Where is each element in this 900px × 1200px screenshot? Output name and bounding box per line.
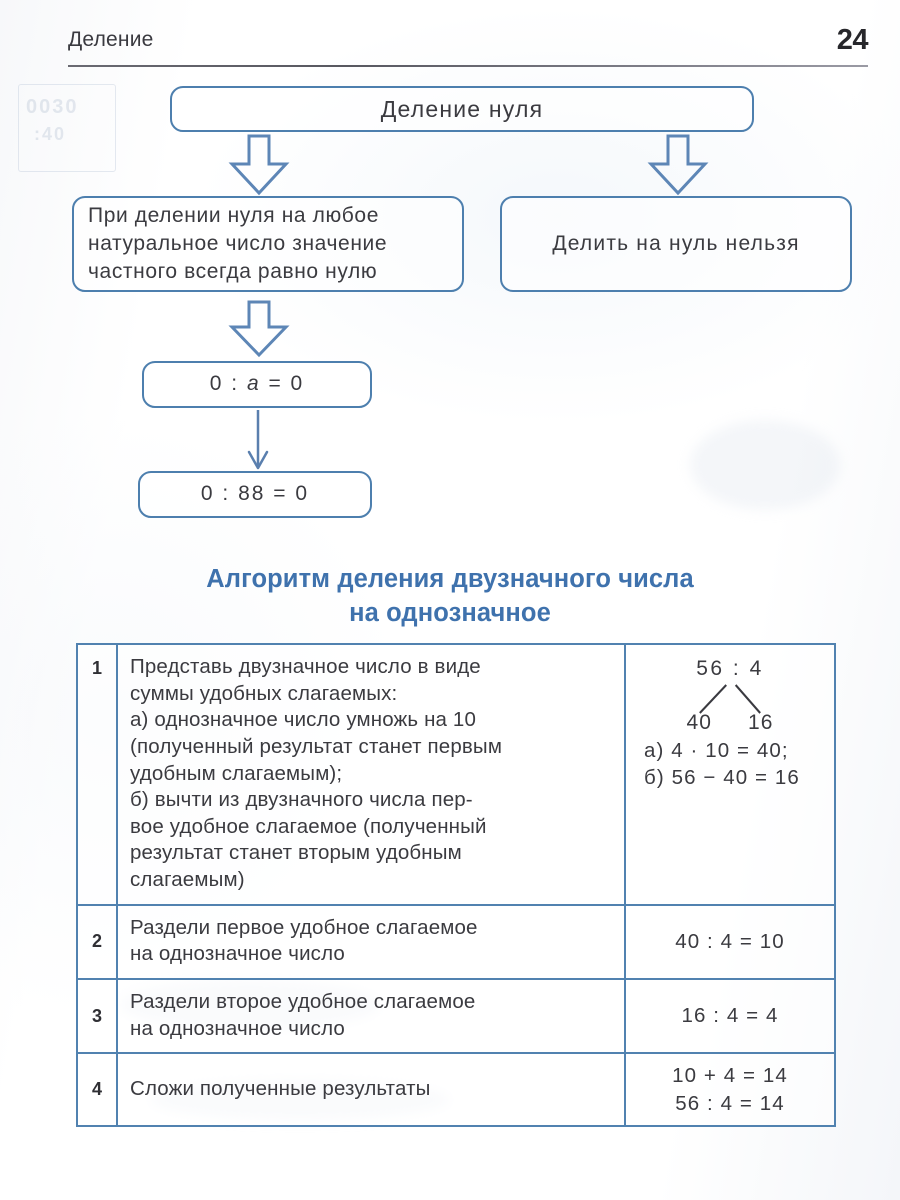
- scan-bleed-artifact: 0030: [26, 96, 79, 118]
- row-calculation: [626, 906, 834, 978]
- row-number: 1: [78, 645, 118, 904]
- down-block-arrow-icon: [226, 134, 292, 196]
- table-row: [78, 1054, 834, 1125]
- calc-line: а) 4 · 10 = 40;: [644, 739, 789, 762]
- row-calculation: [626, 1054, 834, 1125]
- zero-division-rule-text: [88, 202, 448, 286]
- section-heading-line: на однозначное: [349, 598, 551, 627]
- desc-line: результат станет вторым удобным: [130, 841, 462, 865]
- calc-line: 10 + 4 = 14: [672, 1064, 788, 1088]
- no-division-by-zero-text: Делить на нуль нельзя: [552, 231, 800, 255]
- row-description: [118, 906, 626, 978]
- tree-leaf-right: 16: [748, 711, 774, 734]
- desc-line: вое удобное слагаемое (полученный: [130, 814, 487, 838]
- row-number: 2: [78, 906, 118, 978]
- tree-leaf-left: 40: [686, 711, 712, 734]
- desc-line: на однозначное число: [130, 942, 345, 966]
- row-calculation: [626, 980, 834, 1052]
- page-header: [68, 24, 868, 72]
- rule-line: натуральное число значение: [88, 231, 388, 255]
- tree-root-label: 56 : 4: [696, 657, 764, 680]
- calc-line: 40 : 4 = 10: [675, 930, 785, 954]
- section-heading-line: Алгоритм деления двузначного числа: [206, 565, 694, 593]
- formula-general-text: [144, 370, 370, 398]
- algorithm-table: [76, 643, 836, 1127]
- formula-suffix: = 0: [260, 372, 305, 396]
- down-block-arrow-icon: [226, 300, 292, 358]
- desc-block: [130, 915, 478, 968]
- page-title: Деление: [68, 28, 154, 51]
- row-description: [118, 645, 626, 904]
- section-heading: [70, 563, 830, 631]
- formula-general-box: [142, 361, 372, 408]
- formula-variable: a: [246, 372, 261, 396]
- decomposition-tree-diagram: [632, 653, 828, 737]
- down-thin-arrow-icon: [240, 410, 276, 470]
- desc-line: а) однозначное число умножь на 10: [130, 708, 477, 732]
- calc-line: б) 56 − 40 = 16: [644, 766, 800, 790]
- desc-line: Представь двузначное число в виде: [130, 655, 481, 678]
- desc-line: на однозначное число: [130, 1016, 345, 1040]
- row-number: 3: [78, 980, 118, 1052]
- row-calculation: [626, 645, 834, 904]
- row-description: [118, 980, 626, 1052]
- formula-prefix: 0 :: [209, 372, 247, 396]
- desc-line: Сложи полученные результаты: [130, 1076, 431, 1100]
- rule-line: частного всегда равно нулю: [88, 260, 378, 284]
- tree-leaf-row: [632, 709, 828, 737]
- flow-title-box: [170, 86, 754, 132]
- calc-line: 16 : 4 = 4: [681, 1004, 779, 1028]
- down-block-arrow-icon: [645, 134, 711, 196]
- desc-line: слагаемым): [130, 868, 245, 892]
- scan-smudge: [690, 420, 840, 510]
- formula-example-text: 0 : 88 = 0: [200, 482, 310, 506]
- desc-block: [130, 989, 475, 1042]
- table-row: [78, 906, 834, 980]
- desc-line: б) вычти из двузначного числа пер-: [130, 788, 473, 812]
- zero-division-rule-box: [72, 196, 464, 292]
- no-division-by-zero-box: [500, 196, 852, 292]
- desc-block: [130, 1076, 431, 1103]
- calc-steps: [632, 737, 828, 792]
- row-description: [118, 1054, 626, 1125]
- page-number: 24: [836, 24, 868, 56]
- desc-line: Раздели второе удобное слагаемое: [130, 990, 476, 1014]
- desc-line: Раздели первое удобное слагаемое: [130, 915, 478, 939]
- formula-example-box: [138, 471, 372, 518]
- row-number: 4: [78, 1054, 118, 1125]
- table-row: [78, 645, 834, 906]
- rule-line: При делении нуля на любое: [88, 203, 379, 227]
- desc-line: (полученный результат станет первым: [130, 734, 503, 758]
- desc-line: суммы удобных слагаемых:: [130, 681, 398, 705]
- table-row: [78, 980, 834, 1054]
- header-divider: [68, 65, 868, 67]
- calc-line: 56 : 4 = 14: [675, 1091, 785, 1115]
- scan-bleed-box: [18, 84, 116, 172]
- scan-bleed-artifact: :40: [34, 124, 67, 144]
- flow-title-text: Деление нуля: [380, 95, 544, 122]
- desc-line: удобным слагаемым);: [130, 761, 343, 785]
